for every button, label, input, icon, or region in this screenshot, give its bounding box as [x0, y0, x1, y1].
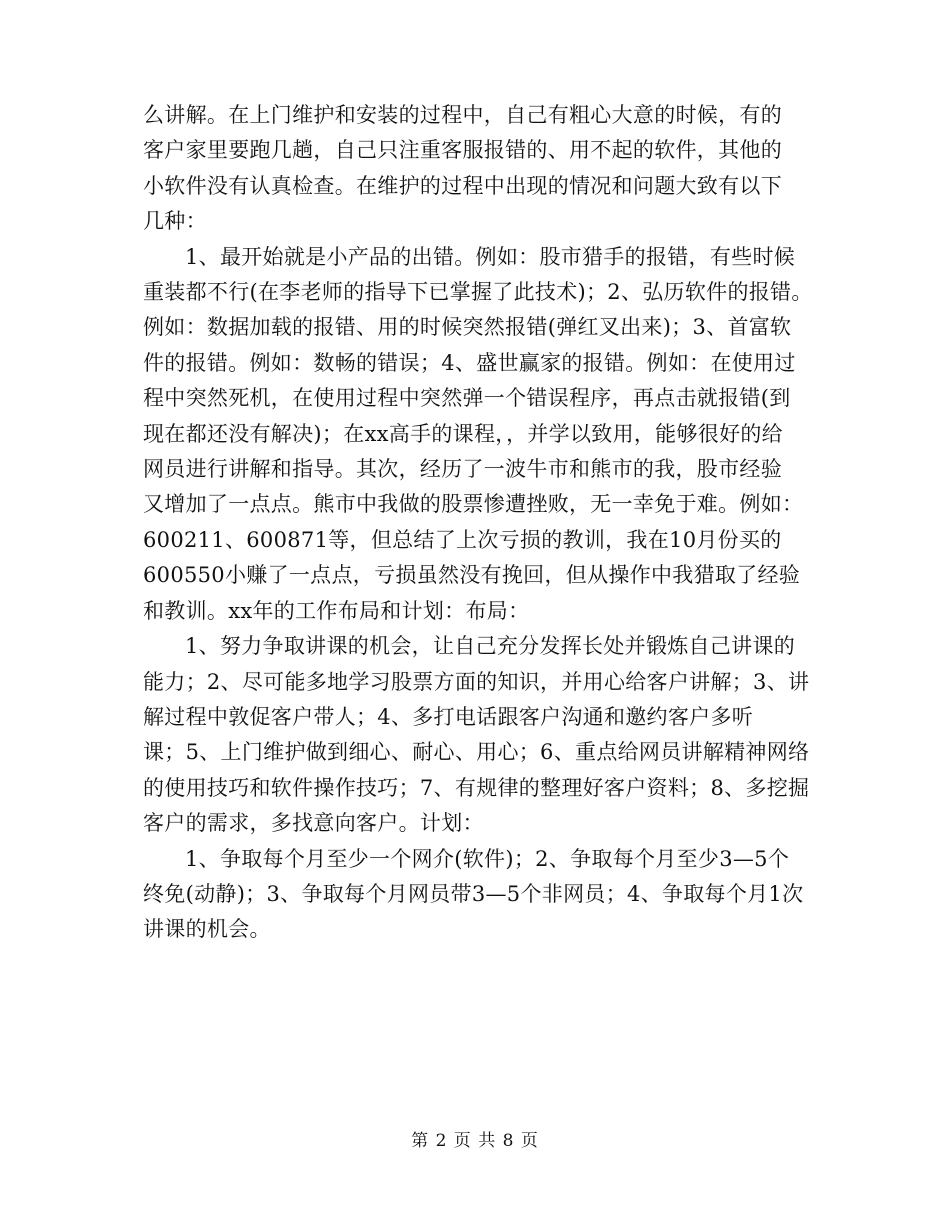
page-number-footer: 第 2 页 共 8 页 — [411, 1131, 539, 1151]
text-line: 小软件没有认真检查。在维护的过程中出现的情况和问题大致有以下 — [143, 173, 782, 198]
document-body — [143, 98, 813, 948]
text-line: 和教训。xx年的工作布局和计划：布局： — [143, 598, 530, 623]
text-line: 现在都还没有解决)；在xx高手的课程，，并学以致用，能够很好的给 — [143, 421, 783, 446]
text-line: 么讲解。在上门维护和安装的过程中，自己有粗心大意的时候，有的 — [143, 103, 782, 127]
paragraph-4 — [143, 842, 808, 948]
text-line: 1、争取每个月至少一个网介(软件)；2、争取每个月至少3—5个 — [185, 846, 790, 871]
paragraph-3 — [143, 629, 808, 841]
text-line: 网员进行讲解和指导。其次，经历了一波牛市和熊市的我，股市经验 — [143, 457, 782, 482]
text-line: 的使用技巧和软件操作技巧；7、有规律的整理好客户资料；8、多挖掘 — [143, 775, 810, 800]
text-line: 客户家里要跑几趟，自己只注重客服报错的、用不起的软件，其他的 — [143, 138, 782, 163]
text-line: 讲课的机会。 — [143, 917, 271, 942]
text-line: 件的报错。例如：数畅的错误；4、盛世赢家的报错。例如：在使用过 — [143, 350, 796, 375]
text-line: 1、努力争取讲课的机会，让自己充分发挥长处并锻炼自己讲课的 — [185, 634, 796, 659]
text-line: 终免(动静)；3、争取每个月网员带3—5个非网员；4、争取每个月1次 — [143, 881, 804, 906]
text-line: 600211、600871等，但总结了上次亏损的教训，我在10月份买的 — [143, 527, 782, 552]
text-line: 能力；2、尽可能多地学习股票方面的知识，并用心给客户讲解；3、讲 — [143, 669, 810, 694]
text-line: 又增加了一点点。熊市中我做的股票惨遭挫败，无一幸免于难。例如： — [143, 492, 804, 517]
text-line: 客户的需求，多找意向客户。计划： — [143, 811, 484, 836]
paragraph-2 — [143, 240, 813, 629]
text-line: 例如：数据加载的报错、用的时候突然报错(弹红叉出来)；3、首富软 — [143, 315, 792, 340]
text-line: 课；5、上门维护做到细心、耐心、用心；6、重点给网员讲解精神网络 — [143, 740, 810, 765]
text-line: 程中突然死机，在使用过程中突然弹一个错误程序，再点击就报错(到 — [143, 386, 791, 411]
text-line: 重装都不行(在李老师的指导下已掌握了此技术)；2、弘历软件的报错。 — [143, 280, 813, 305]
text-line: 1、最开始就是小产品的出错。例如：股市猎手的报错，有些时候 — [185, 244, 796, 269]
paragraph-1 — [143, 98, 808, 240]
text-line: 解过程中敦促客户带人；4、多打电话跟客户沟通和邀约客户多听 — [143, 704, 754, 729]
text-line: 600550小赚了一点点，亏损虽然没有挽回，但从操作中我猎取了经验 — [143, 563, 801, 588]
text-line: 几种： — [143, 209, 207, 234]
